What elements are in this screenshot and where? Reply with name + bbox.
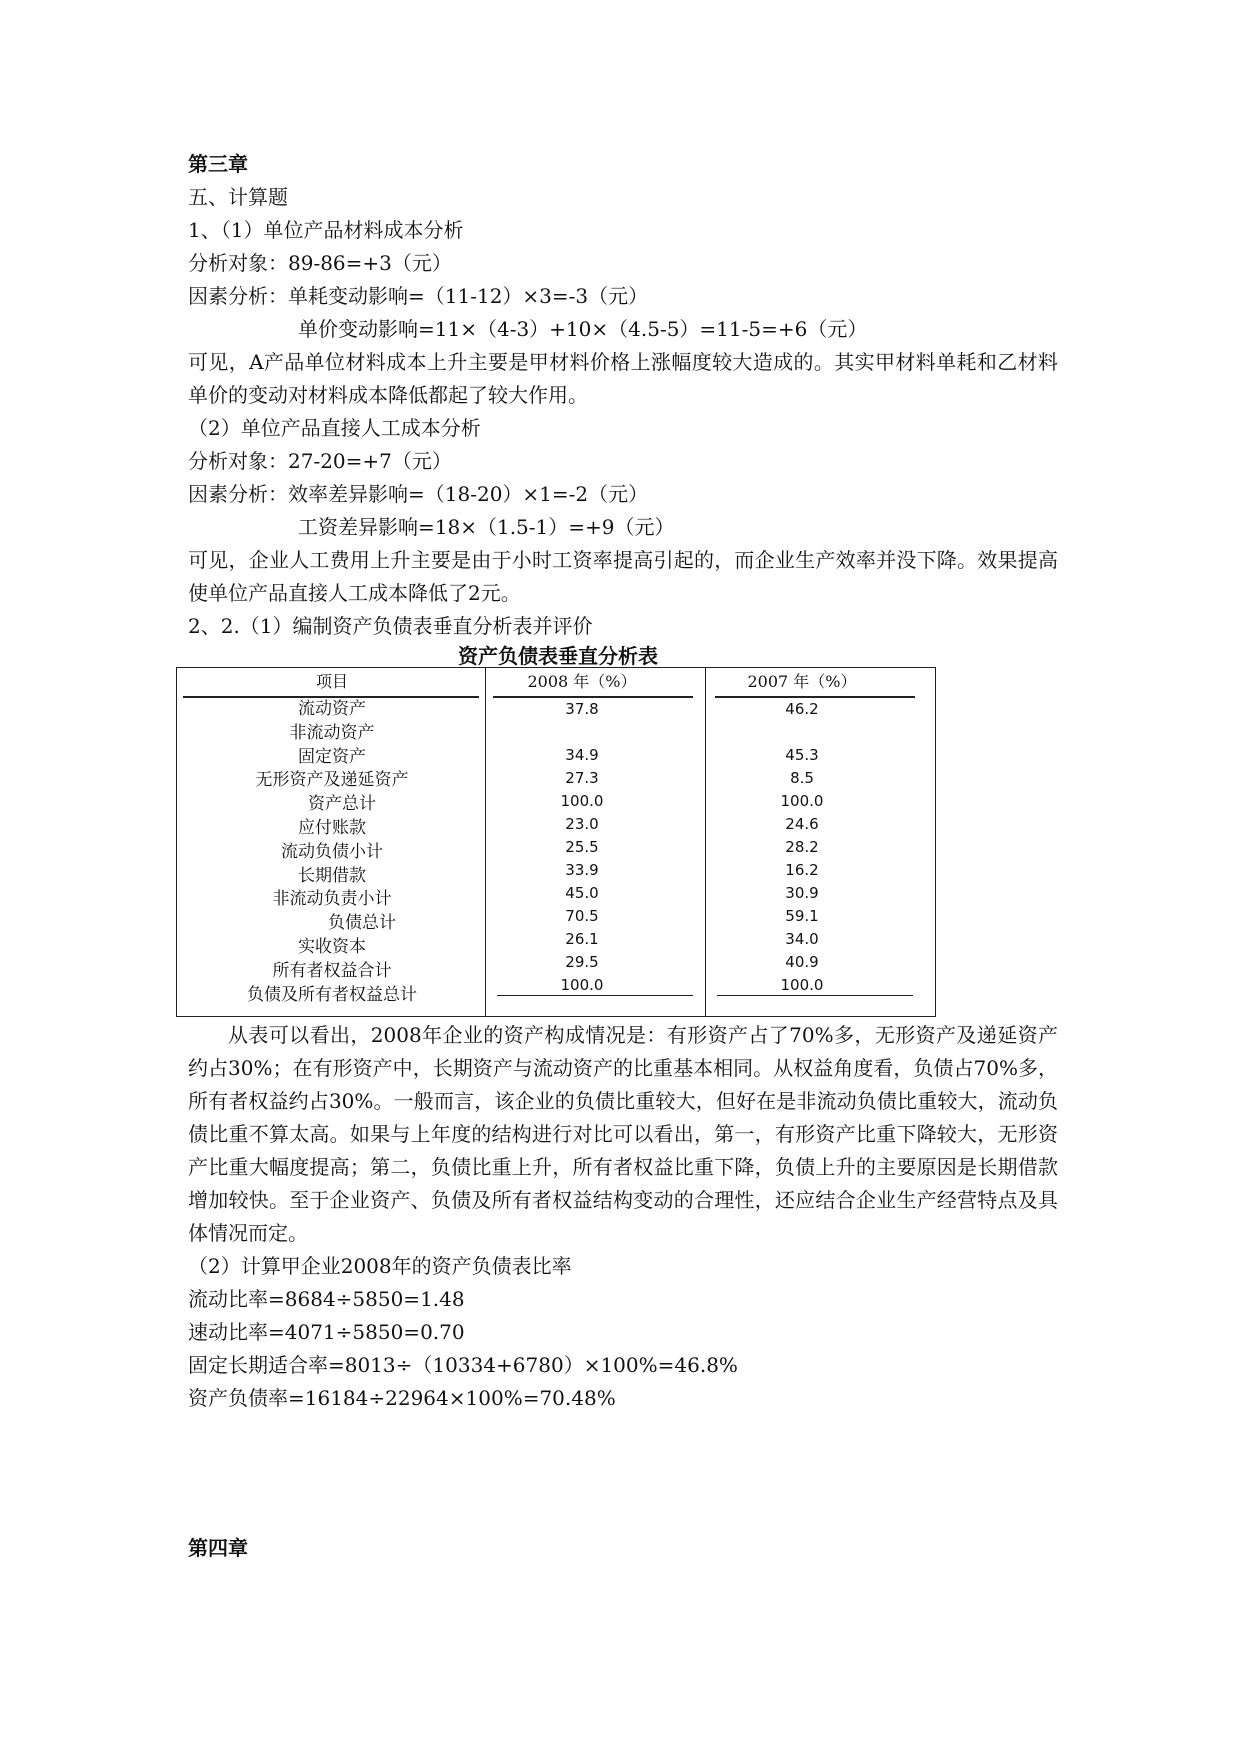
table-value-2007: 24.6 — [785, 815, 819, 833]
table-value-2008: 26.1 — [565, 930, 599, 948]
table-item-label: 负债总计 — [328, 913, 396, 934]
q1-factor-usage: 因素分析：单耗变动影响=（11-12）×3=-3（元） — [188, 284, 649, 308]
header-2007: 2007 年（%） — [747, 672, 857, 691]
table-item-label: 长期借款 — [298, 865, 366, 886]
table-item-label: 流动负债小计 — [281, 841, 383, 862]
chapter-title: 第三章 — [188, 152, 248, 176]
table-value-2007: 30.9 — [785, 884, 819, 902]
table-value-2008: 100.0 — [560, 792, 604, 810]
table-value-2007: 59.1 — [785, 907, 819, 925]
ratio-fixed-long-term: 固定长期适合率=8013÷（10334+6780）×100%=46.8% — [188, 1353, 738, 1377]
table-value-2007 — [697, 721, 907, 744]
table-value-2007: 8.5 — [790, 769, 814, 787]
table-value-2007: 45.3 — [785, 746, 819, 764]
table-value-2007: 28.2 — [785, 838, 819, 856]
table-value-2007: 16.2 — [785, 861, 819, 879]
total-underline — [717, 995, 913, 996]
table-item-label: 资产总计 — [308, 794, 376, 815]
q1-conclusion-2: 可见，企业人工费用上升主要是由于小时工资率提高引起的，而企业生产效率并没下降。效果提高使单位产品直接人工成本降低了2元。 — [188, 548, 1058, 605]
table-item-label: 非流动资产 — [289, 722, 375, 743]
table-title: 资产负债表垂直分析表 — [458, 644, 658, 668]
q1-object-2: 分析对象：27-20=+7（元） — [188, 449, 452, 473]
table-value-2008: 70.5 — [565, 907, 599, 925]
table-item-label: 实收资本 — [298, 936, 366, 957]
q1-heading: 1、（1）单位产品材料成本分析 — [188, 218, 464, 242]
ratio-current: 流动比率=8684÷5850=1.48 — [188, 1287, 465, 1311]
table-value-2008: 23.0 — [565, 815, 599, 833]
table-value-2008: 29.5 — [565, 953, 599, 971]
table-value-2007: 34.0 — [785, 930, 819, 948]
q2-heading: 2、2.（1）编制资产负债表垂直分析表并评价 — [188, 614, 593, 638]
table-item-label: 所有者权益合计 — [272, 960, 392, 981]
table-item-label: 固定资产 — [298, 746, 366, 767]
q2-heading-2: （2）计算甲企业2008年的资产负债表比率 — [188, 1254, 572, 1278]
table-item-label: 非流动负责小计 — [272, 889, 392, 910]
q1-factor-efficiency: 因素分析：效率差异影响=（18-20）×1=-2（元） — [188, 482, 649, 506]
table-item-label: 应付账款 — [298, 817, 366, 838]
table-value-2007: 40.9 — [785, 953, 819, 971]
q2-evaluation: 从表可以看出，2008年企业的资产构成情况是：有形资产占了70%多，无形资产及递延资产约占30%；在有形资产中，长期资产与流动资产的比重基本相同。从权益角度看，负债占70%多，所有者权益约占30%。一般而言，该企业的负债比重较大，但好在是非流动负债比重较大，流动负债比重不算太高。如果与上年度的结构进行对比可以看出，第一，有形资产比重下降较大，无形资产比重大幅度提高；第二，负债比重上升，所有者权益比重下降，负债上升的主要原因是长期借款增加较快。至于企业资产、负债及所有者权益结构变动的合理性，还应结合企业生产经营特点及具体情况而定。 — [188, 1023, 1058, 1245]
table-value-2008: 27.3 — [565, 769, 599, 787]
ratio-quick: 速动比率=4071÷5850=0.70 — [188, 1320, 465, 1344]
table-item-label: 负债及所有者权益总计 — [247, 984, 417, 1005]
table-value-2008: 45.0 — [565, 884, 599, 902]
q1-conclusion: 可见，A产品单位材料成本上升主要是甲材料价格上涨幅度较大造成的。其实甲材料单耗和乙材料单价的变动对材料成本降低都起了较大作用。 — [188, 350, 1058, 407]
header-item: 项目 — [315, 672, 348, 691]
values-2007-column — [697, 698, 907, 997]
document-body — [188, 148, 1058, 1415]
vertical-analysis-table — [176, 667, 936, 1017]
total-underline — [497, 995, 693, 996]
q1-factor-price: 单价变动影响=11×（4-3）+10×（4.5-5）=11-5=+6（元） — [298, 317, 868, 341]
table-item-label: 流动资产 — [298, 699, 366, 719]
table-value-2008: 100.0 — [560, 976, 604, 994]
q1-heading-2: （2）单位产品直接人工成本分析 — [188, 416, 481, 440]
chapter-4-title: 第四章 — [188, 1536, 248, 1560]
table-value-2007: 46.2 — [785, 700, 819, 718]
table-value-2007: 100.0 — [780, 976, 824, 994]
q1-object: 分析对象：89-86=+3（元） — [188, 251, 452, 275]
table-value-2008: 33.9 — [565, 861, 599, 879]
table-value-2007: 100.0 — [780, 792, 824, 810]
table-value-2008: 25.5 — [565, 838, 599, 856]
item-column — [177, 698, 487, 1007]
section-title: 五、计算题 — [188, 185, 288, 209]
table-item-label: 无形资产及递延资产 — [255, 770, 409, 791]
table-value-2008: 34.9 — [565, 746, 599, 764]
table-value-2008 — [477, 721, 687, 744]
ratio-debt-asset: 资产负债率=16184÷22964×100%=70.48% — [188, 1386, 616, 1410]
header-2008: 2008 年（%） — [527, 672, 637, 691]
q1-factor-wage: 工资差异影响=18×（1.5-1）=+9（元） — [298, 515, 675, 539]
values-2008-column — [477, 698, 687, 997]
table-value-2008: 37.8 — [565, 700, 599, 718]
